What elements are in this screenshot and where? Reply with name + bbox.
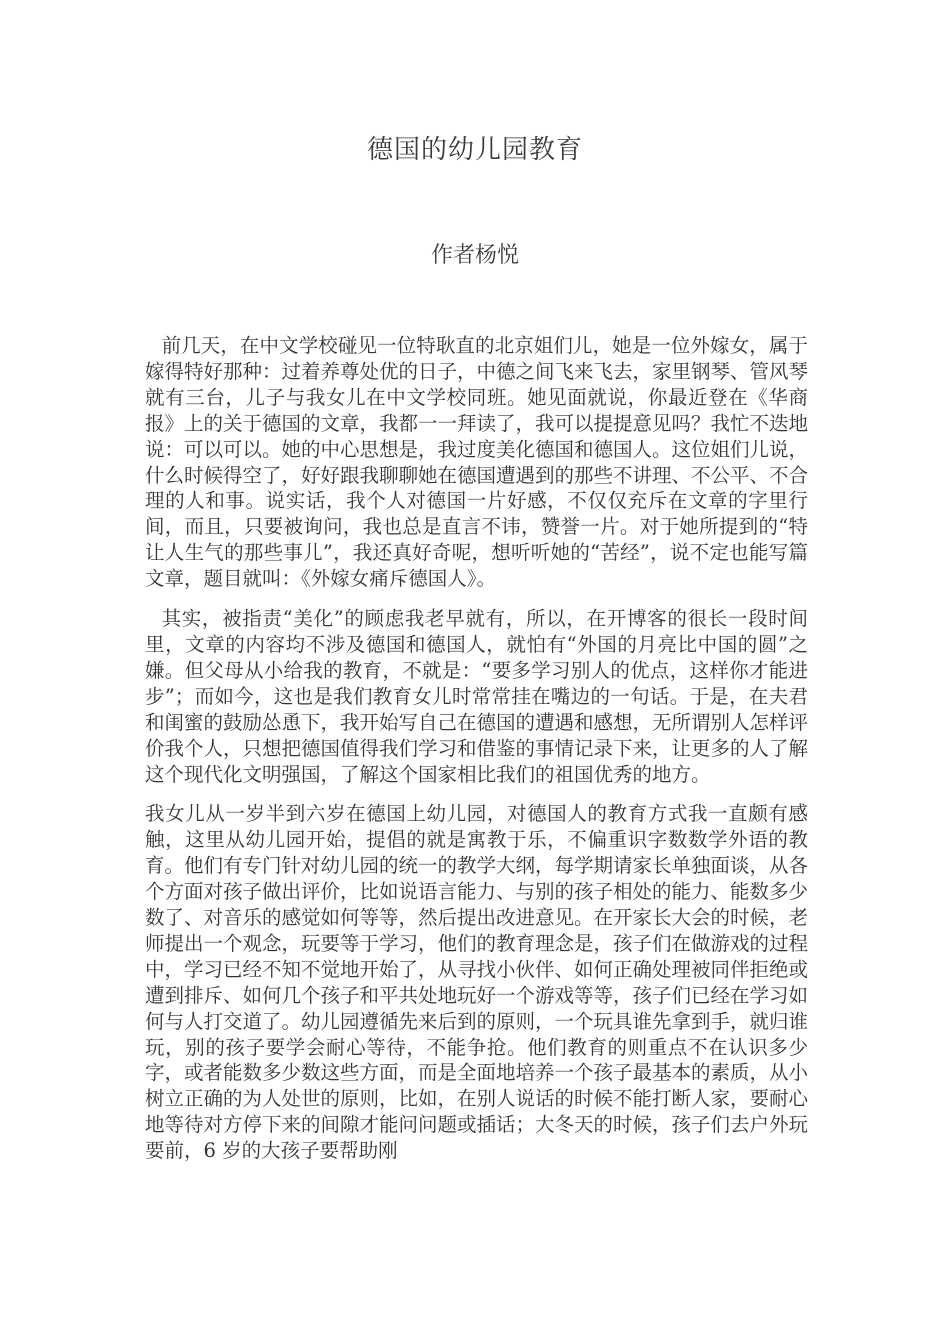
document-body [145,333,808,1178]
paragraph-1: 前几天，在中文学校碰见一位特耿直的北京姐们儿，她是一位外嫁女，属于嫁得特好那种：过着养尊处优的日子，中德之间飞来飞去，家里钢琴、管风琴就有三台，儿子与我女儿在中文学校同班。她见面就说，你最近登在《华商报》上的关于德国的文章，我都一一拜读了，我可以提提意见吗？我忙不迭地说：可以可以。她的中心思想是，我过度美化德国和德国人。这位姐们儿说，什么时候得空了，好好跟我聊聊她在德国遭遇到的那些不讲理、不公平、不合理的人和事。说实话，我个人对德国一片好感，不仅仅充斥在文章的字里行间，而且，只要被询问，我也总是直言不讳，赞誉一片。对于她所提到的“特让人生气的那些事儿”，我还真好奇呢，想听听她的“苦经”，说不定也能写篇文章，题目就叫：《外嫁女痛斥德国人》。 [145,334,809,591]
paragraph-2: 其实，被指责“美化”的顾虑我老早就有，所以，在开博客的很长一段时间里，文章的内容均不涉及德国和德国人，就怕有“外国的月亮比中国的圆”之嫌。但父母从小给我的教育，不就是：“要多学习别人的优点，这样你才能进步”；而如今，这也是我们教育女儿时常常挂在嘴边的一句话。于是，在夫君和闺蜜的鼓励怂恿下，我开始写自己在德国的遭遇和感想，无所谓别人怎样评价我个人，只想把德国值得我们学习和借鉴的事情记录下来，让更多的人了解这个现代化文明强国，了解这个国家相比我们的祖国优秀的地方。 [145,607,809,786]
document-title: 德国的幼儿园教育 [366,135,583,165]
paragraph-3: 我女儿从一岁半到六岁在德国上幼儿园，对德国人的教育方式我一直颇有感触，这里从幼儿园开始，提倡的就是寓教于乐，不偏重识字数数学外语的教育。他们有专门针对幼儿园的统一的教学大纲，每学期请家长单独面谈，从各个方面对孩子做出评价，比如说语言能力、与别的孩子相处的能力、能数多少数了、对音乐的感觉如何等等，然后提出改进意见。在开家长大会的时候，老师提出一个观念，玩要等于学习，他们的教育理念是，孩子们在做游戏的过程中，学习已经不知不觉地开始了，从寻找小伙伴、如何正确处理被同伴拒绝或遭到排斥、如何几个孩子和平共处地玩好一个游戏等等，孩子们已经在学习如何与人打交道了。幼儿园遵循先来后到的原则，一个玩具谁先拿到手，就归谁玩，别的孩子要学会耐心等待，不能争抢。他们教育的则重点不在认识多少字，或者能数多少数这些方面，而是全面地培养一个孩子最基本的素质，从小树立正确的为人处世的原则，比如，在别人说话的时候不能打断人家，要耐心地等待对方停下来的间隙才能问问题或插话；大冬天的时候，孩子们去户外玩要前，6 岁的大孩子要帮助刚 [145,802,809,1163]
document-author: 作者杨悦 [430,243,519,268]
